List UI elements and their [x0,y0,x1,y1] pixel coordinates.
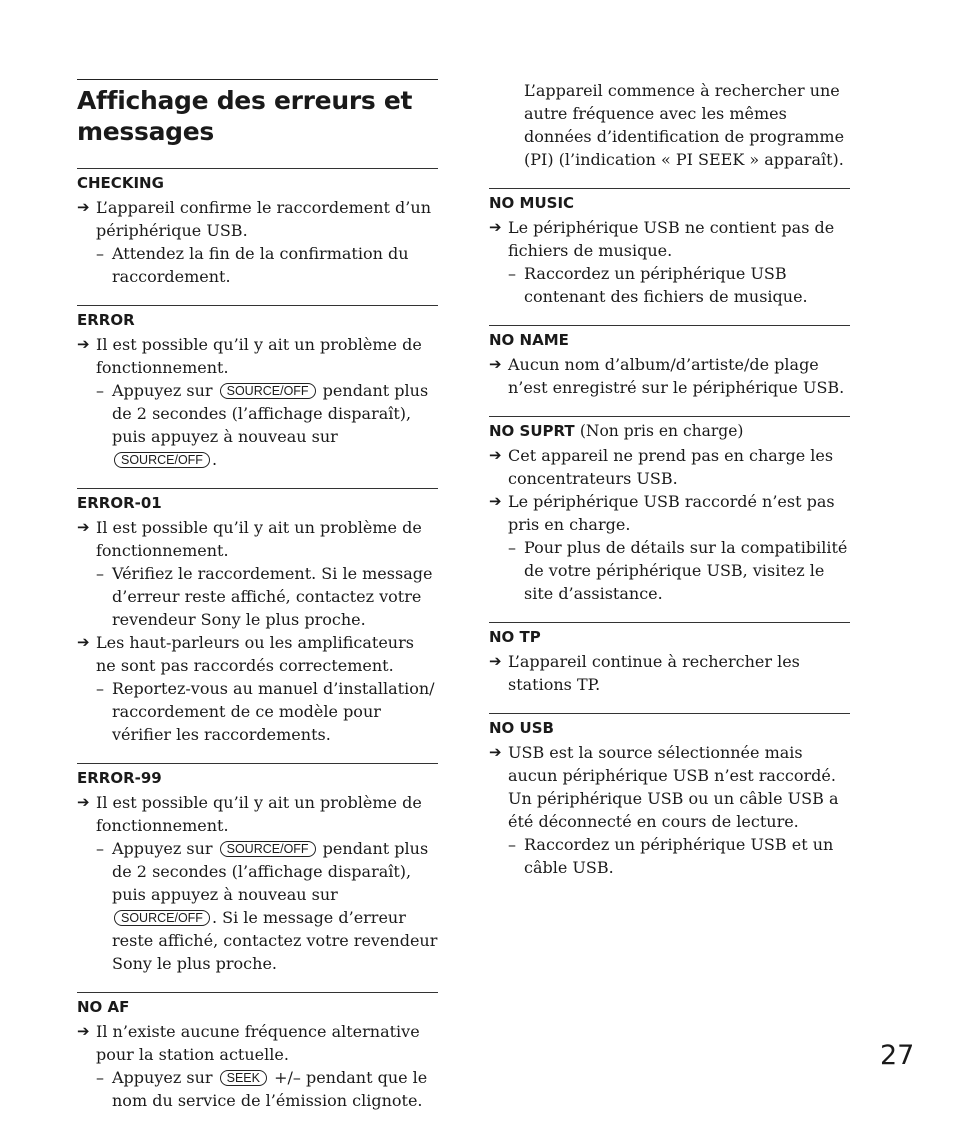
arrow-icon: ➔ [77,518,90,536]
arrow-icon: ➔ [77,633,90,651]
section-error [77,305,438,471]
left-column [77,79,438,1129]
right-column [489,79,850,896]
page-number: 27 [880,1040,915,1071]
arrow-icon: ➔ [489,743,502,761]
section-error-01 [77,488,438,746]
source-off-button-icon: SOURCE/OFF [114,910,210,926]
arrow-icon: ➔ [489,218,502,236]
cause-item: ➔ Il est possible qu’il y ait un problème de fonctionnement. [77,518,422,560]
section-heading: NO NAME [489,331,569,349]
dash-bullet: – [508,835,516,854]
cause-item: ➔ Les haut-parleurs ou les amplificateurs ne sont pas raccordés correctement. [77,633,414,675]
page-title: Affichage des erreurs et messages [77,86,413,146]
arrow-icon: ➔ [77,1022,90,1040]
section-no-usb [489,713,850,879]
dash-bullet: – [96,839,104,858]
remedy-item: – Appuyez sur SOURCE/OFF pendant plus de 2 secondes (l’affichage disparaît), puis appuyez à nouveau sur SOURCE/OFF . [96,381,429,469]
cause-item: ➔ USB est la source sélectionnée mais aucun périphérique USB n’est raccordé. Un périphérique USB ou un câble USB a été déconnecté en cours de lecture. [489,743,839,831]
dash-bullet: – [508,538,516,557]
cause-item: ➔ L’appareil confirme le raccordement d’un périphérique USB. [77,198,431,240]
cause-item: ➔ Aucun nom d’album/d’artiste/de plage n’est enregistré sur le périphérique USB. [489,355,845,397]
source-off-button-icon: SOURCE/OFF [220,841,316,857]
remedy-item: – Pour plus de détails sur la compatibilité de votre périphérique USB, visitez le site d’assistance. [508,538,848,603]
source-off-button-icon: SOURCE/OFF [220,383,316,399]
remedy-item: – Vérifiez le raccordement. Si le message d’erreur reste affiché, contactez votre revendeur Sony le plus proche. [96,564,433,629]
section-heading: CHECKING [77,174,164,192]
arrow-icon: ➔ [489,355,502,373]
section-checking [77,168,438,288]
section-no-af [77,992,438,1112]
section-heading: ERROR-01 [77,494,162,512]
remedy-item: – Reportez-vous au manuel d’installation/ raccordement de ce modèle pour vérifier les raccordements. [96,679,435,744]
arrow-icon: ➔ [77,198,90,216]
title-rule [77,79,438,80]
arrow-icon: ➔ [489,492,502,510]
remedy-item: – Attendez la fin de la confirmation du raccordement. [96,244,409,286]
section-subheading: (Non pris en charge) [579,422,744,440]
remedy-item: – Appuyez sur SOURCE/OFF pendant plus de 2 secondes (l’affichage disparaît), puis appuyez à nouveau sur SOURCE/OFF . Si le message d’erreur reste affiché, contactez votre revendeur Sony le plus proche. [96,839,438,973]
arrow-icon: ➔ [489,446,502,464]
section-heading: NO SUPRT (Non pris en charge) [489,422,744,440]
section-no-music [489,188,850,308]
section-no-name [489,325,850,399]
section-heading: NO TP [489,628,541,646]
remedy-item: – Raccordez un périphérique USB contenant des fichiers de musique. [508,264,808,306]
arrow-icon: ➔ [77,793,90,811]
section-heading: ERROR-99 [77,769,162,787]
dash-bullet: – [96,564,104,583]
section-error-99 [77,763,438,975]
cause-item: ➔ L’appareil continue à rechercher les stations TP. [489,652,800,694]
cause-item: ➔ Il est possible qu’il y ait un problème de fonctionnement. [77,793,422,835]
dash-bullet: – [96,381,104,400]
arrow-icon: ➔ [489,652,502,670]
section-no-suprt [489,416,850,605]
dash-bullet: – [96,1068,104,1087]
section-no-tp [489,622,850,696]
no-af-continued: L’appareil commence à rechercher une autre fréquence avec les mêmes données d’identification de programme (PI) (l’indication « PI SEEK » apparaît). [524,81,845,169]
section-heading: ERROR [77,311,135,329]
arrow-icon: ➔ [77,335,90,353]
remedy-item: – Raccordez un périphérique USB et un câble USB. [508,835,834,877]
remedy-item: – Appuyez sur SEEK +/– pendant que le nom du service de l’émission clignote. [96,1068,428,1110]
cause-item: ➔ Il n’existe aucune fréquence alternative pour la station actuelle. [77,1022,420,1064]
dash-bullet: – [96,679,104,698]
section-heading: NO AF [77,998,130,1016]
seek-button-icon: SEEK [220,1070,267,1086]
section-heading: NO USB [489,719,554,737]
cause-item: ➔ Cet appareil ne prend pas en charge les concentrateurs USB. [489,446,834,488]
section-heading: NO MUSIC [489,194,575,212]
cause-item: ➔ Il est possible qu’il y ait un problème de fonctionnement. [77,335,422,377]
source-off-button-icon: SOURCE/OFF [114,452,210,468]
cause-item: ➔ Le périphérique USB raccordé n’est pas pris en charge. [489,492,835,534]
cause-item: ➔ Le périphérique USB ne contient pas de fichiers de musique. [489,218,835,260]
dash-bullet: – [508,264,516,283]
dash-bullet: – [96,244,104,263]
